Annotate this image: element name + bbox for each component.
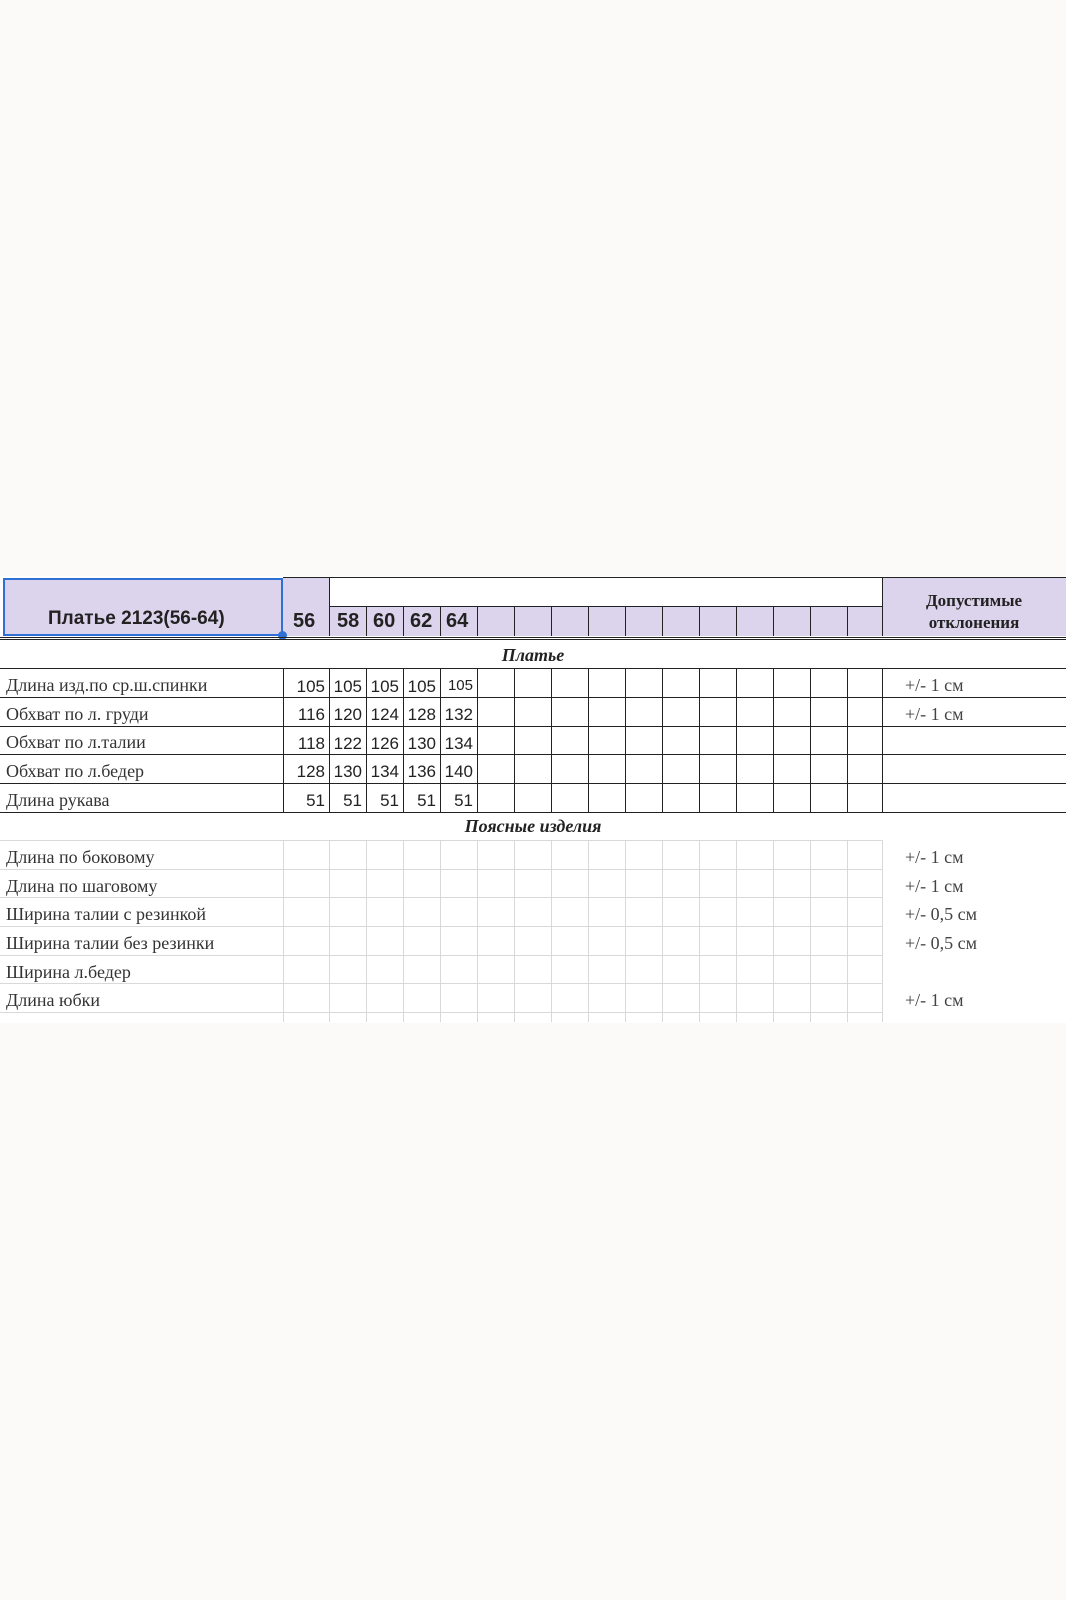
grid-line <box>810 606 811 636</box>
row-label: Длина юбки <box>6 990 100 1010</box>
measure-value: 130 <box>407 734 436 753</box>
measure-value: 118 <box>297 734 325 753</box>
grid-line-light <box>0 1012 882 1013</box>
grid-line-light <box>329 840 330 1022</box>
grid-line <box>283 577 1066 578</box>
grid-line-light <box>0 926 882 927</box>
grid-line-light <box>625 840 626 1022</box>
grid-line <box>588 668 589 812</box>
grid-line <box>882 668 883 812</box>
grid-line-light <box>477 840 478 1022</box>
tolerance-value: +/- 1 см <box>905 990 964 1010</box>
tolerance-value: +/- 1 см <box>905 876 964 896</box>
grid-line <box>403 668 404 812</box>
tolerance-value: +/- 1 см <box>905 675 964 695</box>
measure-value: 51 <box>343 791 362 810</box>
grid-line <box>477 606 478 636</box>
measure-value: 105 <box>447 677 473 694</box>
measure-value: 105 <box>296 677 325 696</box>
grid-line-light <box>514 840 515 1022</box>
measure-value: 105 <box>370 677 399 696</box>
row-label: Ширина талии с резинкой <box>6 904 207 924</box>
row-label: Длина по боковому <box>6 847 155 867</box>
grid-line <box>0 812 1066 813</box>
grid-line <box>283 668 284 812</box>
grid-line <box>588 606 589 636</box>
row-label: Ширина талии без резинки <box>6 933 215 953</box>
grid-line <box>514 668 515 812</box>
measure-value: 116 <box>297 705 325 724</box>
grid-line <box>773 606 774 636</box>
grid-line <box>0 639 1066 640</box>
grid-line <box>699 606 700 636</box>
grid-line <box>0 637 1066 638</box>
grid-line <box>847 668 848 812</box>
grid-line-light <box>662 840 663 1022</box>
tolerance-value: +/- 1 см <box>905 847 964 867</box>
measure-value: 51 <box>417 791 436 810</box>
grid-line-light <box>588 840 589 1022</box>
grid-line-light <box>810 840 811 1022</box>
size-60: 60 <box>373 610 396 632</box>
grid-line <box>625 606 626 636</box>
grid-line-light <box>0 955 882 956</box>
measure-value: 136 <box>407 762 436 781</box>
grid-line-light <box>882 840 883 1022</box>
grid-line <box>662 668 663 812</box>
measure-value: 126 <box>370 734 399 753</box>
grid-line <box>0 754 1066 755</box>
row-label: Ширина л.бедер <box>6 962 131 982</box>
grid-line <box>477 668 478 812</box>
size-62: 62 <box>410 610 433 632</box>
grid-line <box>0 726 1066 727</box>
grid-line <box>882 577 883 636</box>
tolerance-value: +/- 1 см <box>905 704 964 724</box>
grid-line-light <box>736 840 737 1022</box>
measure-value: 128 <box>296 762 325 781</box>
tolerance-title-line1: Допустимые <box>925 591 1023 610</box>
grid-line-light <box>551 840 552 1022</box>
grid-line-light <box>440 840 441 1022</box>
grid-line <box>0 783 1066 784</box>
grid-line <box>366 606 367 636</box>
grid-line-light <box>699 840 700 1022</box>
grid-line-light <box>283 840 284 1022</box>
row-label: Обхват по л. груди <box>6 704 149 724</box>
row-label: Обхват по л.бедер <box>6 761 145 781</box>
row-label: Обхват по л.талии <box>6 732 146 752</box>
size-56: 56 <box>293 610 316 632</box>
measure-value: 140 <box>444 762 473 781</box>
section-title-dress: Платье <box>501 645 565 665</box>
grid-line <box>329 606 330 636</box>
grid-line <box>0 697 1066 698</box>
measure-value: 130 <box>333 762 362 781</box>
grid-line <box>551 606 552 636</box>
measure-value: 134 <box>370 762 399 781</box>
measure-value: 51 <box>380 791 399 810</box>
grid-line-light <box>0 840 882 841</box>
grid-line <box>329 668 330 812</box>
measure-value: 128 <box>407 705 436 724</box>
grid-line-light <box>847 840 848 1022</box>
size-64: 64 <box>446 610 469 632</box>
grid-line <box>810 668 811 812</box>
row-label: Длина изд.по ср.ш.спинки <box>6 675 208 695</box>
row-label: Длина по шаговому <box>6 876 158 896</box>
tolerance-value: +/- 0,5 см <box>905 904 978 924</box>
measure-value: 122 <box>333 734 362 753</box>
grid-line <box>0 668 1066 669</box>
grid-line-light <box>0 897 882 898</box>
grid-line <box>440 668 441 812</box>
measure-value: 134 <box>444 734 473 753</box>
section-title-waist-items: Поясные изделия <box>464 816 602 836</box>
row-label: Длина рукава <box>6 790 110 810</box>
measure-value: 120 <box>333 705 362 724</box>
grid-line <box>773 668 774 812</box>
grid-line-light <box>403 840 404 1022</box>
grid-line-light <box>366 840 367 1022</box>
grid-line <box>514 606 515 636</box>
measure-value: 105 <box>333 677 362 696</box>
grid-line <box>440 606 441 636</box>
grid-line-light <box>773 840 774 1022</box>
grid-line <box>625 668 626 812</box>
grid-line <box>699 668 700 812</box>
size-58: 58 <box>337 610 360 632</box>
measure-value: 124 <box>370 705 399 724</box>
size-header-top-cell <box>283 578 329 606</box>
product-title: Платье 2123(56-64) <box>48 608 225 629</box>
grid-line <box>847 606 848 636</box>
tolerance-value: +/- 0,5 см <box>905 933 978 953</box>
grid-line <box>329 606 882 607</box>
grid-line <box>551 668 552 812</box>
grid-line <box>662 606 663 636</box>
grid-line <box>403 606 404 636</box>
measure-value: 132 <box>444 705 473 724</box>
grid-line <box>736 606 737 636</box>
measure-value: 105 <box>407 677 436 696</box>
grid-line-light <box>0 869 882 870</box>
measure-value: 51 <box>306 791 325 810</box>
tolerance-title <box>882 590 1066 634</box>
grid-line <box>736 668 737 812</box>
grid-line <box>366 668 367 812</box>
grid-line-light <box>0 983 882 984</box>
tolerance-title-line2: отклонения <box>928 613 1020 632</box>
measure-value: 51 <box>454 791 473 810</box>
